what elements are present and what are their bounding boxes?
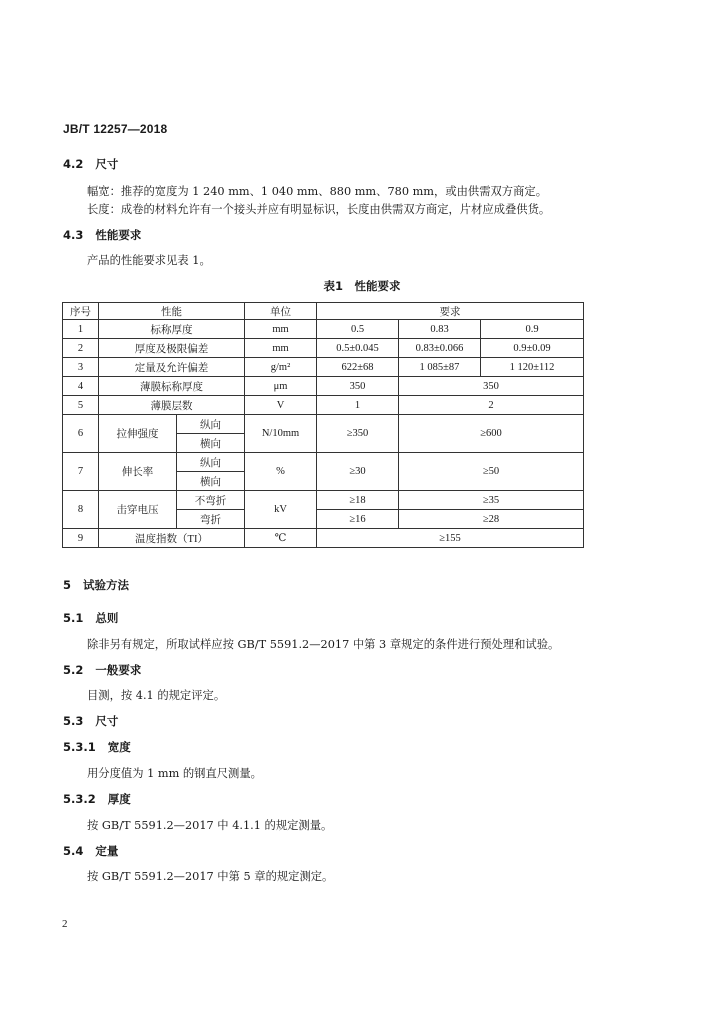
cell-unit: mm [245, 339, 317, 358]
section-number: 5.1 [63, 611, 84, 625]
cell-value: 0.5±0.045 [317, 339, 399, 358]
cell-subproperty: 不弯折 [177, 491, 245, 510]
section-4-3-heading [63, 227, 141, 243]
section-title: 试验方法 [83, 578, 130, 592]
section-number: 5.4 [63, 844, 84, 858]
cell-property: 薄膜标称厚度 [99, 377, 245, 396]
cell-value: 350 [399, 377, 584, 396]
cell-property: 击穿电压 [99, 491, 177, 529]
cell-value: 350 [317, 377, 399, 396]
cell-value: 1 120±112 [481, 358, 584, 377]
performance-table [62, 302, 584, 548]
table-row [63, 415, 584, 434]
cell-value: 0.9±0.09 [481, 339, 584, 358]
cell-subproperty: 纵向 [177, 453, 245, 472]
performance-paragraph: 产品的性能要求见表 1。 [87, 254, 211, 267]
section-number: 4.3 [63, 228, 84, 242]
table-caption: 表1 性能要求 [323, 279, 401, 293]
table-row [63, 320, 584, 339]
cell-unit: kV [245, 491, 317, 529]
section-number: 5.2 [63, 663, 84, 677]
cell-value: ≥35 [399, 491, 584, 510]
standard-number: JB/T 12257—2018 [63, 122, 168, 136]
header-property: 性能 [99, 303, 245, 320]
section-number: 4.2 [63, 157, 84, 171]
section-title: 厚度 [107, 792, 131, 806]
cell-unit: mm [245, 320, 317, 339]
header-seq: 序号 [63, 303, 99, 320]
cell-unit: g/m² [245, 358, 317, 377]
table-row [63, 358, 584, 377]
length-paragraph: 长度：成卷的材料允许有一个接头并应有明显标识，长度由供需双方商定，片材应成叠供货。 [87, 203, 551, 216]
cell-unit: V [245, 396, 317, 415]
section-5-3-heading [63, 713, 118, 729]
section-number: 5.3.1 [63, 740, 96, 754]
section-5-4-heading [63, 843, 118, 859]
cell-unit: % [245, 453, 317, 491]
visual-inspection-paragraph: 目测，按 4.1 的规定评定。 [87, 689, 226, 702]
section-number: 5.3 [63, 714, 84, 728]
cell-seq: 2 [63, 339, 99, 358]
section-5-2-heading [63, 662, 141, 678]
section-title: 性能要求 [95, 228, 142, 242]
cell-value: 2 [399, 396, 584, 415]
cell-value: 622±68 [317, 358, 399, 377]
cell-property: 厚度及极限偏差 [99, 339, 245, 358]
width-measure-paragraph: 用分度值为 1 mm 的钢直尺测量。 [87, 767, 262, 780]
section-5-heading [63, 577, 129, 593]
section-title: 尺寸 [95, 157, 119, 171]
section-title: 总则 [95, 611, 119, 625]
table-row [63, 529, 584, 548]
table-row [63, 453, 584, 472]
cell-value: 1 [317, 396, 399, 415]
table-row [63, 396, 584, 415]
cell-value: 0.83 [399, 320, 481, 339]
table-row [63, 377, 584, 396]
section-title: 一般要求 [95, 663, 142, 677]
grammage-paragraph: 按 GB/T 5591.2—2017 中第 5 章的规定测定。 [87, 870, 334, 883]
cell-seq: 4 [63, 377, 99, 396]
cell-property: 标称厚度 [99, 320, 245, 339]
cell-value: ≥18 [317, 491, 399, 510]
cell-value: 0.5 [317, 320, 399, 339]
cell-subproperty: 横向 [177, 434, 245, 453]
section-title: 宽度 [107, 740, 131, 754]
cell-unit: μm [245, 377, 317, 396]
cell-value: ≥28 [399, 510, 584, 529]
cell-value: 1 085±87 [399, 358, 481, 377]
section-title: 尺寸 [95, 714, 119, 728]
cell-property: 拉伸强度 [99, 415, 177, 453]
table-header-row [63, 303, 584, 320]
cell-value: ≥600 [399, 415, 584, 453]
cell-seq: 8 [63, 491, 99, 529]
cell-unit: N/10mm [245, 415, 317, 453]
cell-unit: ℃ [245, 529, 317, 548]
cell-value: 0.9 [481, 320, 584, 339]
cell-subproperty: 横向 [177, 472, 245, 491]
thickness-measure-paragraph: 按 GB/T 5591.2—2017 中 4.1.1 的规定测量。 [87, 819, 333, 832]
section-4-2-heading [63, 156, 118, 172]
cell-property: 温度指数（TI） [99, 529, 245, 548]
section-number: 5.3.2 [63, 792, 96, 806]
section-5-3-1-heading [63, 739, 131, 755]
section-title: 定量 [95, 844, 119, 858]
header-requirement: 要求 [317, 303, 584, 320]
cell-seq: 1 [63, 320, 99, 339]
cell-value: ≥155 [317, 529, 584, 548]
width-paragraph: 幅宽：推荐的宽度为 1 240 mm、1 040 mm、880 mm、780 mm，或由供需双方商定。 [87, 185, 547, 198]
cell-seq: 3 [63, 358, 99, 377]
section-5-1-heading [63, 610, 118, 626]
cell-value: 0.83±0.066 [399, 339, 481, 358]
cell-subproperty: 纵向 [177, 415, 245, 434]
cell-property: 薄膜层数 [99, 396, 245, 415]
cell-seq: 5 [63, 396, 99, 415]
page-number: 2 [62, 918, 68, 930]
section-number: 5 [63, 578, 72, 592]
cell-seq: 9 [63, 529, 99, 548]
cell-subproperty: 弯折 [177, 510, 245, 529]
cell-seq: 7 [63, 453, 99, 491]
header-unit: 单位 [245, 303, 317, 320]
cell-seq: 6 [63, 415, 99, 453]
cell-value: ≥16 [317, 510, 399, 529]
cell-value: ≥50 [399, 453, 584, 491]
table-row [63, 339, 584, 358]
cell-value: ≥30 [317, 453, 399, 491]
table-row [63, 491, 584, 510]
cell-property: 伸长率 [99, 453, 177, 491]
general-paragraph: 除非另有规定，所取试样应按 GB/T 5591.2—2017 中第 3 章规定的条件进行预处理和试验。 [87, 638, 560, 651]
cell-property: 定量及允许偏差 [99, 358, 245, 377]
cell-value: ≥350 [317, 415, 399, 453]
section-5-3-2-heading [63, 791, 131, 807]
